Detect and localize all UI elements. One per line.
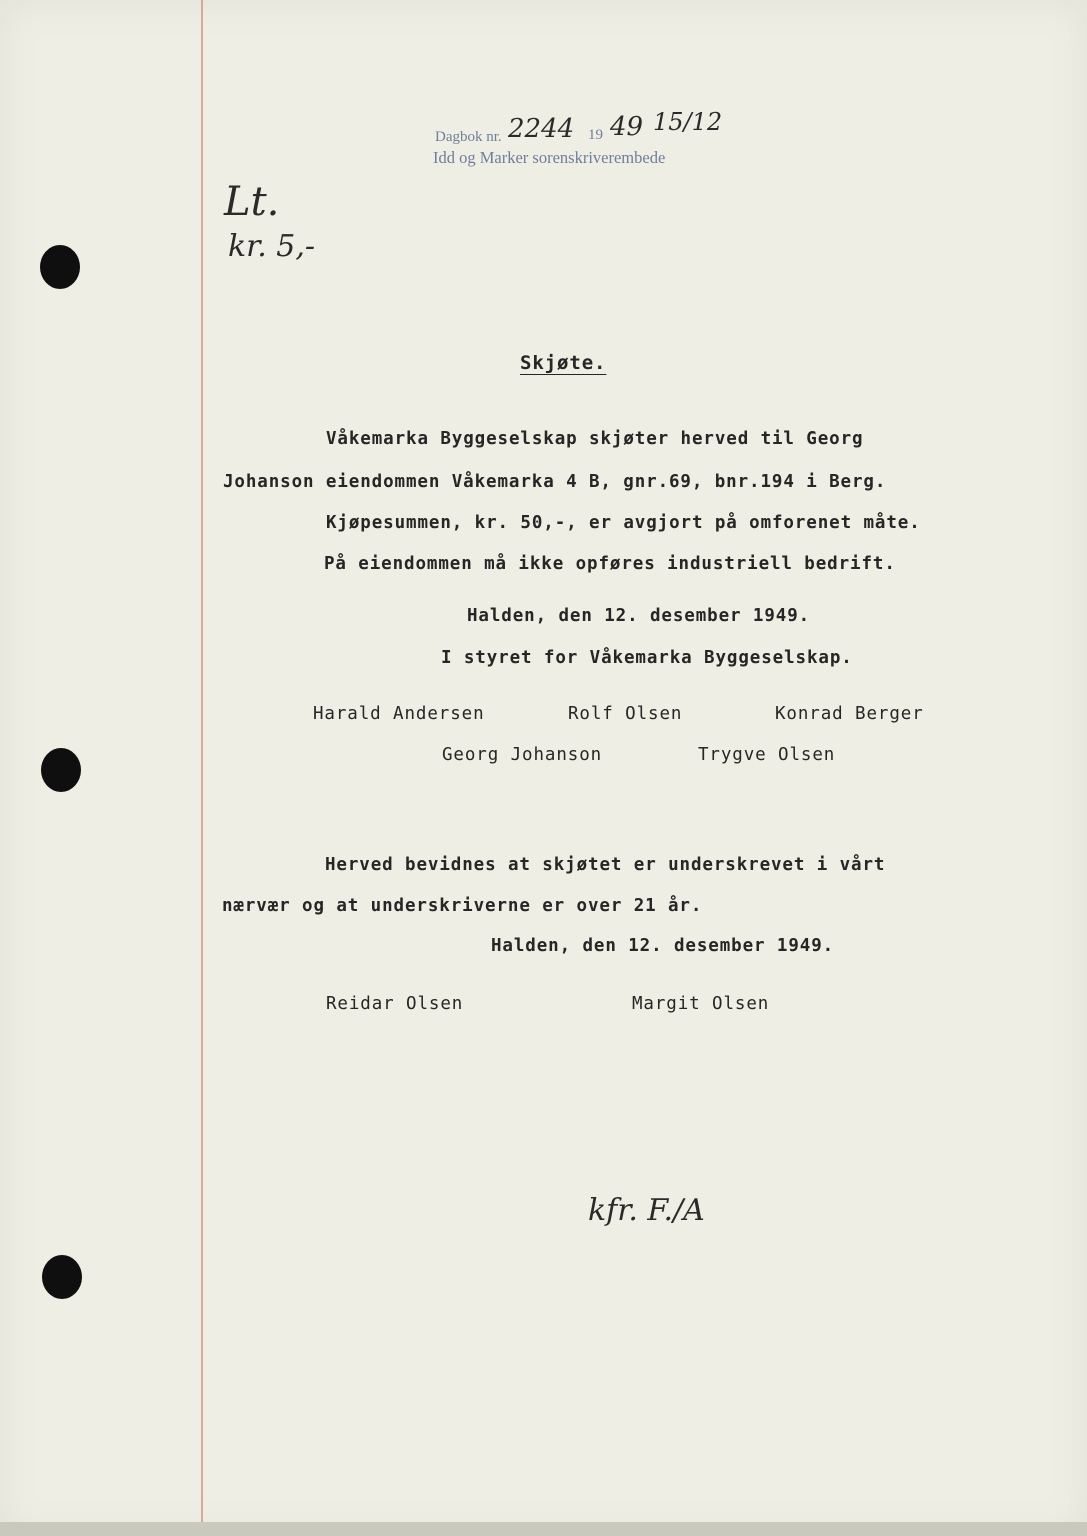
annotation-kfr: kfr. F./A — [588, 1193, 705, 1228]
place-date-2: Halden, den 12. desember 1949. — [491, 936, 835, 956]
body-line-2: Johanson eiendommen Våkemarka 4 B, gnr.69, bnr.194 i Berg. — [223, 472, 887, 492]
stamp-year-suffix: 49 — [610, 112, 644, 142]
stamp-date: 15/12 — [653, 108, 723, 136]
signatory-4: Georg Johanson — [442, 745, 603, 765]
margin-line — [201, 0, 203, 1536]
stamp-year-prefix: 19 — [588, 127, 603, 143]
scan-bottom-edge — [0, 1522, 1087, 1536]
body-line-1: Våkemarka Byggeselskap skjøter herved til Georg — [326, 429, 864, 449]
punch-hole-middle — [41, 748, 81, 792]
punch-hole-top — [40, 245, 80, 289]
board-line: I styret for Våkemarka Byggeselskap. — [441, 648, 853, 668]
document-title: Skjøte. — [520, 352, 607, 374]
stamp-number: 2244 — [508, 114, 575, 144]
attestation-line-2: nærvær og at underskriverne er over 21 år. — [222, 896, 703, 916]
witness-2: Margit Olsen — [632, 994, 770, 1014]
signatory-3: Konrad Berger — [775, 704, 924, 724]
body-line-3: Kjøpesummen, kr. 50,-, er avgjort på omforenet måte. — [326, 513, 921, 533]
margin-note-fee: kr. 5,- — [228, 229, 316, 264]
margin-note-lt: Lt. — [224, 179, 280, 225]
stamp-office: Idd og Marker sorenskriverembede — [433, 148, 666, 167]
body-line-4: På eiendommen må ikke opføres industriell bedrift. — [324, 554, 896, 574]
witness-1: Reidar Olsen — [326, 994, 464, 1014]
signatory-2: Rolf Olsen — [568, 704, 683, 724]
signatory-5: Trygve Olsen — [698, 745, 836, 765]
stamp-prefix: Dagbok nr. — [435, 129, 502, 145]
signatory-1: Harald Andersen — [313, 704, 485, 724]
place-date-1: Halden, den 12. desember 1949. — [467, 606, 811, 626]
punch-hole-bottom — [42, 1255, 82, 1299]
attestation-line-1: Herved bevidnes at skjøtet er underskrevet i vårt — [325, 855, 886, 875]
